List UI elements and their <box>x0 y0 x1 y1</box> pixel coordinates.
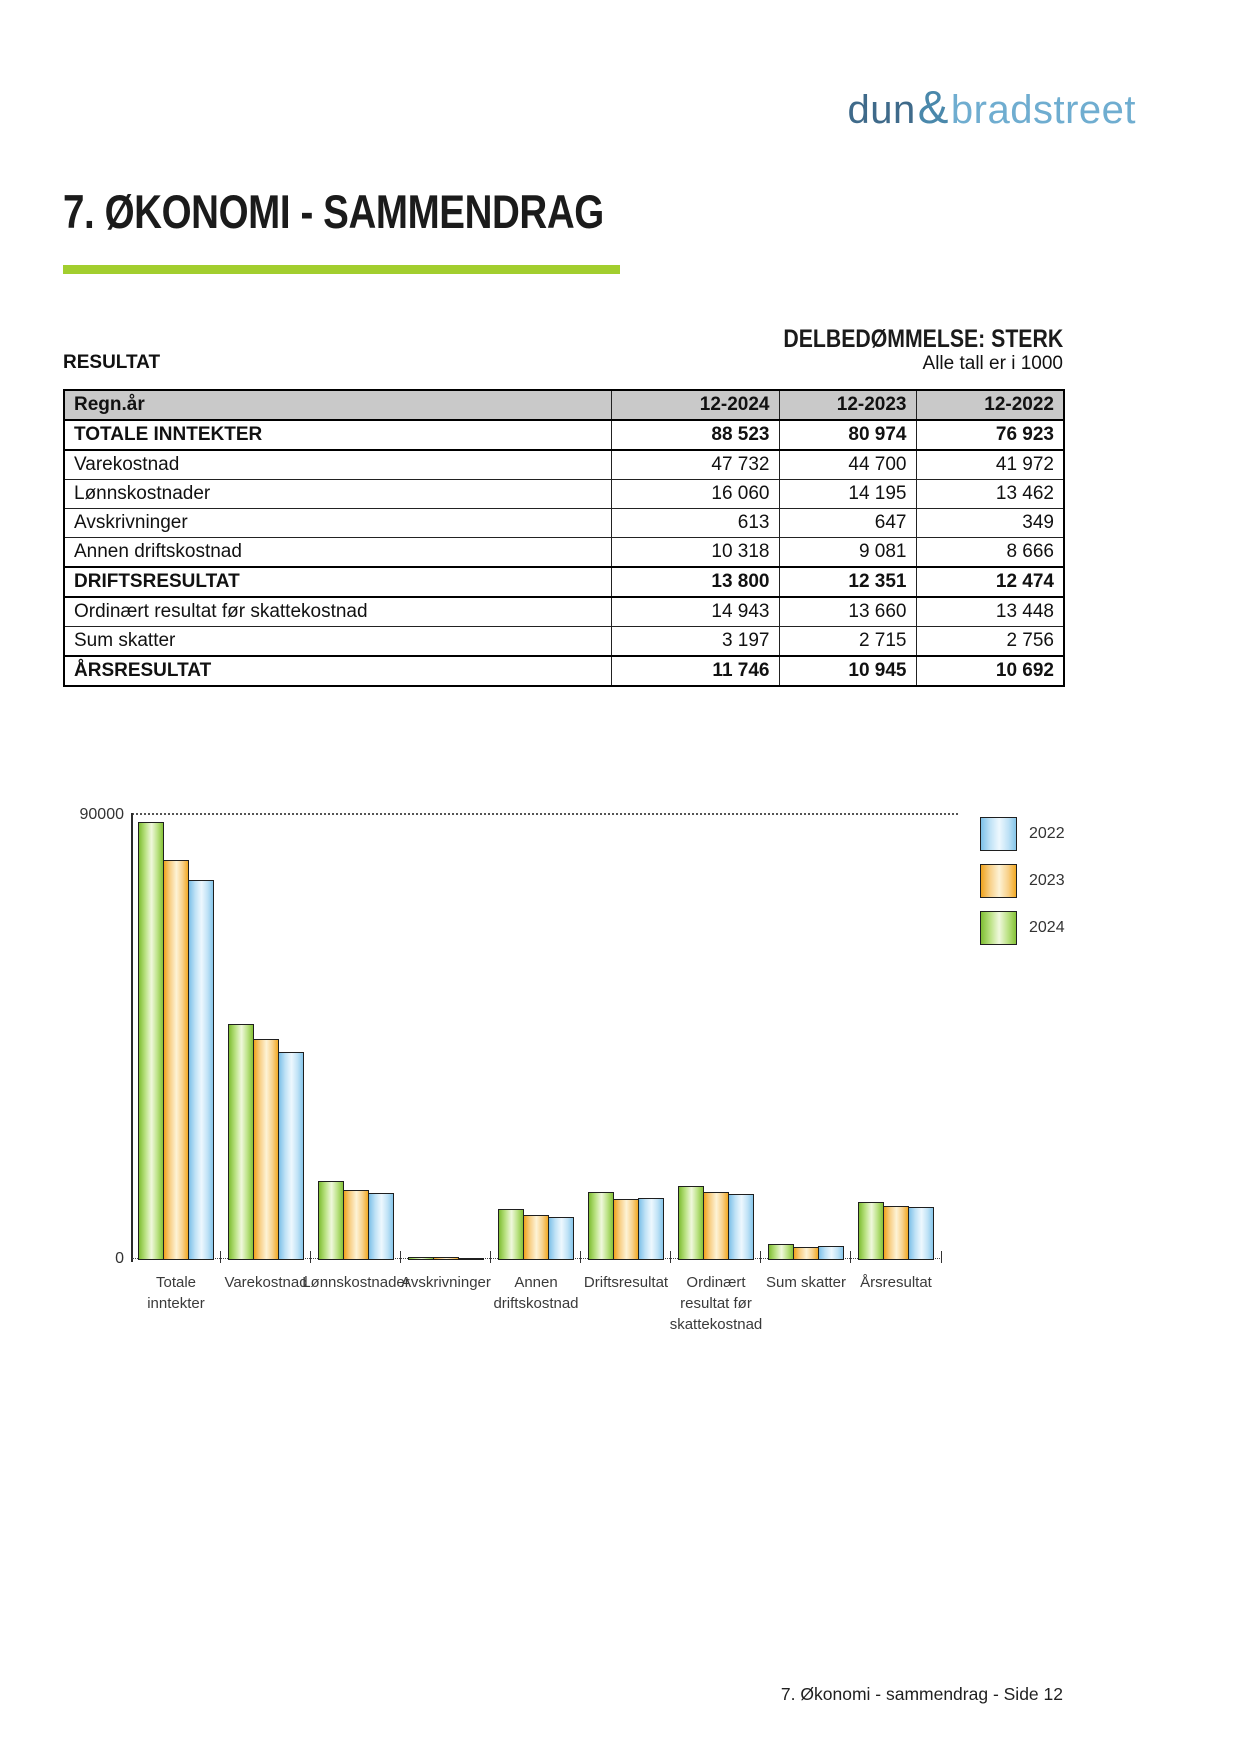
legend-label: 2024 <box>1029 919 1065 936</box>
logo-ampersand-icon: & <box>917 81 949 133</box>
category-label <box>821 1272 971 1293</box>
cell-value: 80 974 <box>779 420 916 450</box>
column-header: 12-2022 <box>916 390 1064 420</box>
legend-swatch-2023 <box>980 864 1017 898</box>
cell-value: 8 666 <box>916 538 1064 568</box>
category-label-line: Varekostnad <box>224 1274 308 1291</box>
category-label-line: Avskrivninger <box>401 1274 491 1291</box>
cell-value: 88 523 <box>611 420 779 450</box>
table-header-row <box>64 390 1064 420</box>
bar-2024 <box>588 1192 614 1260</box>
category-label <box>101 1272 251 1314</box>
bar-2022 <box>908 1207 934 1260</box>
category-label-line: driftskostnad <box>493 1295 579 1312</box>
cell-value: 44 700 <box>779 450 916 480</box>
chart-legend <box>980 817 1065 958</box>
table-row <box>64 567 1064 597</box>
row-label: Varekostnad <box>64 450 611 480</box>
category-label-line: Sum skatter <box>765 1274 847 1291</box>
cell-value: 10 318 <box>611 538 779 568</box>
category-label-line: Ordinært <box>686 1274 746 1291</box>
row-label: Lønnskostnader <box>64 480 611 509</box>
category-label-line: skattekostnad <box>669 1316 763 1333</box>
row-label: Annen driftskostnad <box>64 538 611 568</box>
bar-2023 <box>163 860 189 1260</box>
row-label: ÅRSRESULTAT <box>64 656 611 686</box>
page-title: 7. ØKONOMI - SAMMENDRAG <box>63 185 604 238</box>
category-label-line: Driftsresultat <box>583 1274 669 1291</box>
legend-label: 2023 <box>1029 872 1065 889</box>
legend-swatch-2024 <box>980 911 1017 945</box>
cell-value: 13 660 <box>779 597 916 627</box>
cell-value: 41 972 <box>916 450 1064 480</box>
y-tick-label-zero: 0 <box>115 1250 124 1267</box>
bar-2022 <box>728 1194 754 1260</box>
legend-item <box>980 817 1065 851</box>
category-label-line: Annen <box>514 1274 558 1291</box>
cell-value: 76 923 <box>916 420 1064 450</box>
category-label <box>731 1272 881 1293</box>
title-rule <box>63 265 620 274</box>
gridline-90000 <box>132 813 958 815</box>
axis-tick <box>580 1251 581 1263</box>
column-header: Regn.år <box>64 390 611 420</box>
bar-2024 <box>408 1257 434 1260</box>
assessment-heading: DELBEDØMMELSE: STERK <box>783 325 1063 353</box>
bar-2022 <box>818 1246 844 1260</box>
logo-dun: dun <box>847 88 916 132</box>
bar-2024 <box>498 1209 524 1260</box>
bar-2023 <box>793 1247 819 1260</box>
cell-value: 11 746 <box>611 656 779 686</box>
column-header: 12-2024 <box>611 390 779 420</box>
category-label <box>551 1272 701 1293</box>
category-label <box>461 1272 611 1314</box>
bar-2023 <box>613 1199 639 1260</box>
cell-value: 47 732 <box>611 450 779 480</box>
cell-value: 3 197 <box>611 627 779 657</box>
cell-value: 14 195 <box>779 480 916 509</box>
legend-item <box>980 911 1065 945</box>
axis-tick <box>490 1251 491 1263</box>
category-label <box>371 1272 521 1293</box>
axis-tick <box>760 1251 761 1263</box>
axis-tick <box>850 1251 851 1263</box>
table-row <box>64 480 1064 509</box>
category-label <box>281 1272 431 1293</box>
cell-value: 10 692 <box>916 656 1064 686</box>
cell-value: 12 351 <box>779 567 916 597</box>
table-row <box>64 656 1064 686</box>
bar-2022 <box>638 1198 664 1260</box>
bar-2024 <box>858 1202 884 1260</box>
axis-tick <box>310 1251 311 1263</box>
cell-value: 2 715 <box>779 627 916 657</box>
cell-value: 9 081 <box>779 538 916 568</box>
cell-value: 13 462 <box>916 480 1064 509</box>
table-row <box>64 627 1064 657</box>
cell-value: 10 945 <box>779 656 916 686</box>
row-label: Sum skatter <box>64 627 611 657</box>
axis-tick <box>400 1251 401 1263</box>
bar-2023 <box>703 1192 729 1260</box>
table-row <box>64 538 1064 568</box>
bar-2023 <box>433 1257 459 1260</box>
axis-tick <box>670 1251 671 1263</box>
category-label-line: resultat før <box>680 1295 752 1312</box>
bar-2022 <box>188 880 214 1260</box>
legend-item <box>980 864 1065 898</box>
cell-value: 13 800 <box>611 567 779 597</box>
table-row <box>64 420 1064 450</box>
table-row <box>64 509 1064 538</box>
table-row <box>64 597 1064 627</box>
category-label <box>641 1272 791 1335</box>
axis-tick <box>220 1251 221 1263</box>
bar-2024 <box>768 1244 794 1260</box>
legend-label: 2022 <box>1029 825 1065 842</box>
baseline-dotted <box>132 1258 942 1259</box>
bar-2024 <box>228 1024 254 1260</box>
row-label: DRIFTSRESULTAT <box>64 567 611 597</box>
column-header: 12-2023 <box>779 390 916 420</box>
row-label: TOTALE INNTEKTER <box>64 420 611 450</box>
bar-2023 <box>343 1190 369 1260</box>
axis-tick <box>941 1251 942 1263</box>
row-label: Avskrivninger <box>64 509 611 538</box>
section-label: RESULTAT <box>63 352 161 373</box>
cell-value: 16 060 <box>611 480 779 509</box>
logo-bradstreet: bradstreet <box>950 88 1136 132</box>
cell-value: 349 <box>916 509 1064 538</box>
results-table <box>63 389 1065 687</box>
y-axis <box>131 813 133 1262</box>
dnb-logo <box>847 80 1136 134</box>
cell-value: 647 <box>779 509 916 538</box>
bar-2023 <box>883 1206 909 1260</box>
row-label: Ordinært resultat før skattekostnad <box>64 597 611 627</box>
cell-value: 613 <box>611 509 779 538</box>
bar-2022 <box>368 1193 394 1260</box>
y-tick-label-max: 90000 <box>79 806 124 823</box>
category-label-line: Totale <box>155 1274 197 1291</box>
cell-value: 12 474 <box>916 567 1064 597</box>
bar-2022 <box>278 1052 304 1260</box>
category-label <box>191 1272 341 1293</box>
bar-2022 <box>548 1217 574 1260</box>
bar-2024 <box>678 1186 704 1260</box>
units-note: Alle tall er i 1000 <box>922 353 1063 374</box>
legend-swatch-2022 <box>980 817 1017 851</box>
bar-2024 <box>318 1181 344 1260</box>
page-footer: 7. Økonomi - sammendrag - Side 12 <box>780 1684 1063 1704</box>
bar-2024 <box>138 822 164 1260</box>
cell-value: 13 448 <box>916 597 1064 627</box>
category-label-line: Lønnskostnader <box>302 1274 410 1291</box>
bar-2022 <box>458 1258 484 1260</box>
bar-2023 <box>253 1039 279 1260</box>
category-label-line: Årsresultat <box>860 1274 932 1291</box>
bar-2023 <box>523 1215 549 1260</box>
table-row <box>64 450 1064 480</box>
cell-value: 2 756 <box>916 627 1064 657</box>
category-label-line: inntekter <box>147 1295 205 1312</box>
cell-value: 14 943 <box>611 597 779 627</box>
